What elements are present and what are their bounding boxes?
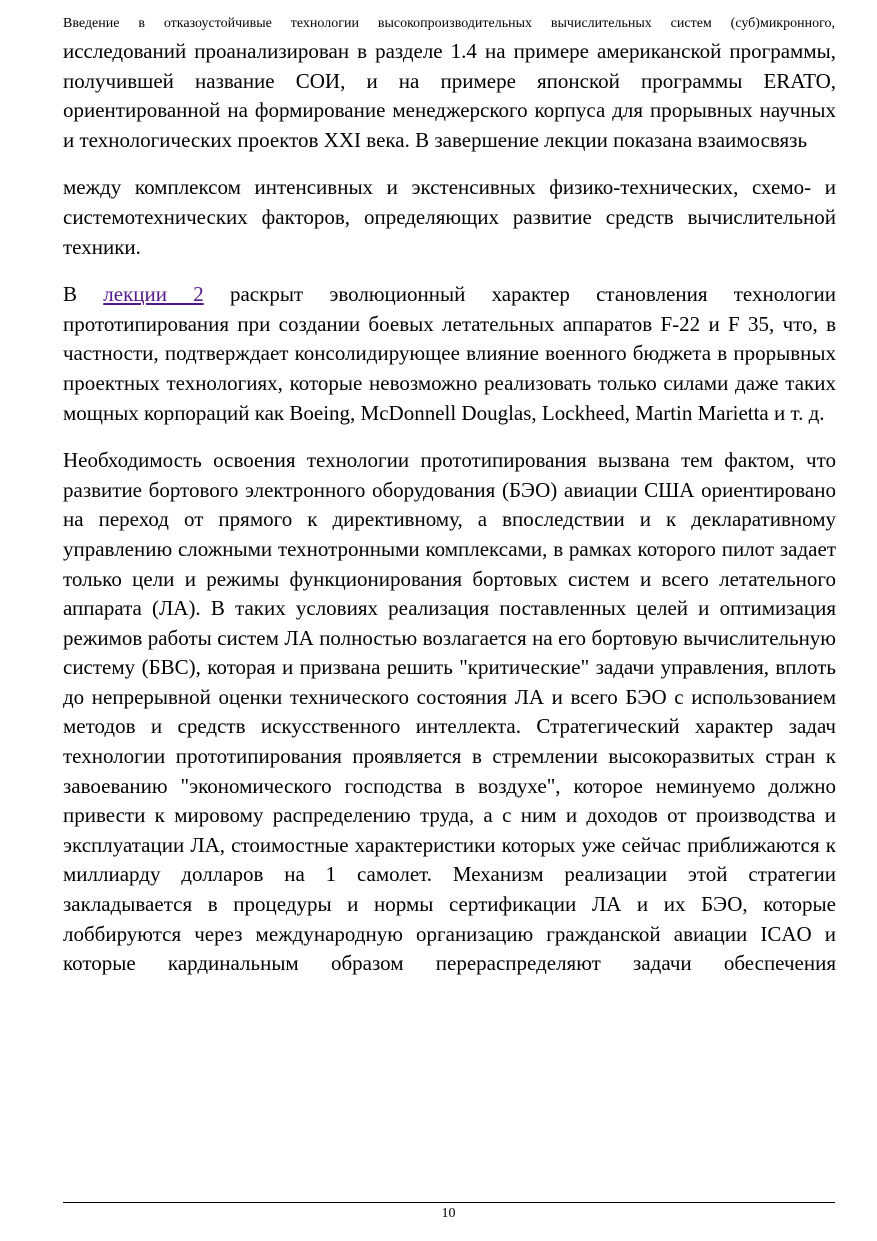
lecture-2-link[interactable]: лекции 2 [103,282,204,307]
paragraph-2: между комплексом интенсивных и экстенсивных физико-технических, схемо- и системотехнических факторов, определяющих развитие средств вычислительной техники. [63,175,836,259]
paragraph-4: Необходимость освоения технологии прототипирования вызвана тем фактом, что развитие бортового электронного оборудования (БЭО) авиации США ориентировано на переход от прямого к директивному, а впоследствии и к декларативному управлению сложными технотронными комплексами, в рамках которого пилот задает только цели и режимы функционирования бортовых систем и всего летательного аппарата (ЛА). В таких условиях реализация поставленных целей и оптимизация режимов работы систем ЛА полностью возлагается на его бортовую вычислительную систему (БВС), которая и призвана решить "критические" задачи управления, вплоть до непрерывной оценки технического состояния ЛА и всего БЭО с использованием методов и средств искусственного интеллекта. Стратегический характер задач технологии прототипирования проявляется в стремлении высокоразвитых стран к завоеванию "экономического господства в воздухе", которое неминуемо должно привести к мировому распределению труда, а с ним и доходов от производства и эксплуатации ЛА, стоимостные характеристики которых уже сейчас приближаются к миллиарду долларов на 1 самолет. Механизм реализации этой стратегии закладывается в процедуры и нормы сертификации ЛА и их БЭО, которые лоббируются через международную организацию гражданской авиации ICAO и которые кардинальным образом перераспределяют задачи обеспечения [63,448,836,976]
paragraph-3-rest: раскрыт эволюционный характер становления технологии прототипирования при создании боевых летательных аппаратов F-22 и F 35, что, в частности, подтверждает консолидирующее влияние военного бюджета в прорывных проектных технологиях, которые невозможно реализовать только силами даже таких мощных корпораций как Boeing, McDonnell Douglas, Lockheed, Martin Marietta и т. д. [63,282,836,425]
body-text [63,37,836,997]
paragraph-1: исследований проанализирован в разделе 1.4 на примере американской программы, получившей название СОИ, и на примере японской программы ERATO, ориентированной на формирование менеджерского корпуса для прорывных научных и технологических проектов XXI века. В завершение лекции показана взаимосвязь [63,39,836,152]
page-number: 10 [441,1206,456,1221]
footer-divider [63,1202,835,1203]
paragraph-3-lead: В [63,282,104,307]
running-header: Введение в отказоустойчивые технологии высокопроизводительных вычислительных систем (суб)микронного, [63,16,835,31]
paragraph-3 [63,280,836,428]
